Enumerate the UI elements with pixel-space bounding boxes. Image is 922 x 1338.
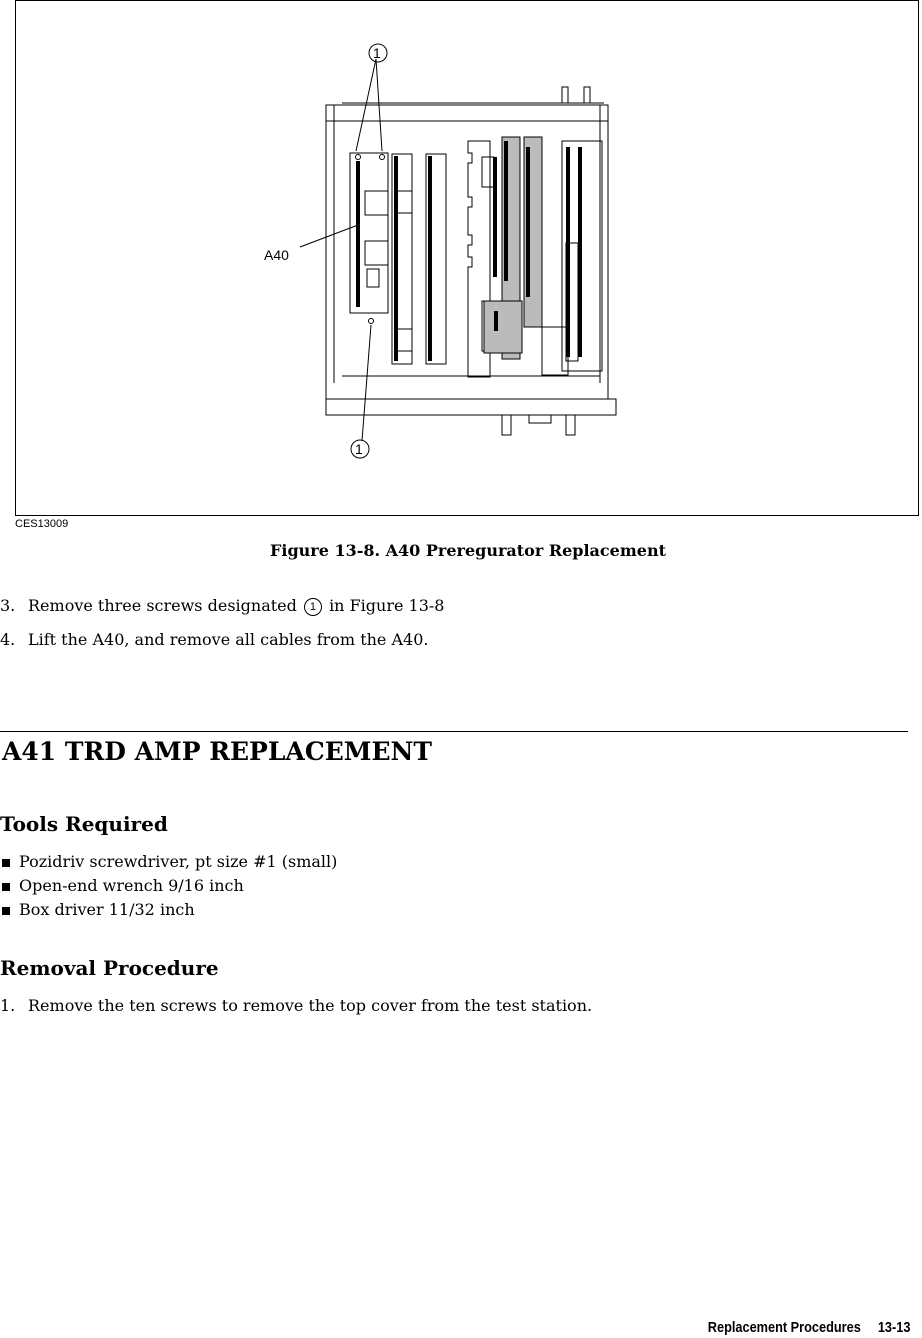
callout-1-icon: 1	[304, 598, 322, 616]
bullet-square-icon	[2, 907, 10, 915]
footer-section-name: Replacement Procedures	[707, 1319, 861, 1336]
removal-step-1: 1. Remove the ten screws to remove the top cover from the test station.	[0, 996, 593, 1015]
section-divider	[0, 731, 908, 732]
step-3: 3. Remove three screws designated 1 in Figure 13-8	[0, 596, 445, 615]
list-item: Box driver 11/32 inch	[0, 900, 337, 924]
section-title: A41 TRD AMP REPLACEMENT	[2, 737, 432, 766]
step-4: 4. Lift the A40, and remove all cables from the A40.	[0, 630, 429, 649]
figure-caption: Figure 13-8. A40 Preregurator Replacement	[270, 541, 666, 560]
svg-text:1: 1	[373, 45, 381, 61]
svg-text:1: 1	[355, 441, 363, 457]
chassis-drawing	[16, 1, 920, 517]
figure-frame	[15, 0, 919, 516]
svg-text:A40: A40	[264, 247, 289, 263]
bullet-square-icon	[2, 883, 10, 891]
removal-heading: Removal Procedure	[0, 956, 219, 980]
page-number: 13-13	[877, 1319, 910, 1336]
list-item: Open-end wrench 9/16 inch	[0, 876, 337, 900]
list-item: Pozidriv screwdriver, pt size #1 (small)	[0, 852, 337, 876]
tools-list	[0, 852, 337, 924]
bullet-square-icon	[2, 859, 10, 867]
tools-heading: Tools Required	[0, 812, 168, 836]
page-footer	[690, 1319, 910, 1336]
figure-code: CES13009	[15, 518, 69, 530]
